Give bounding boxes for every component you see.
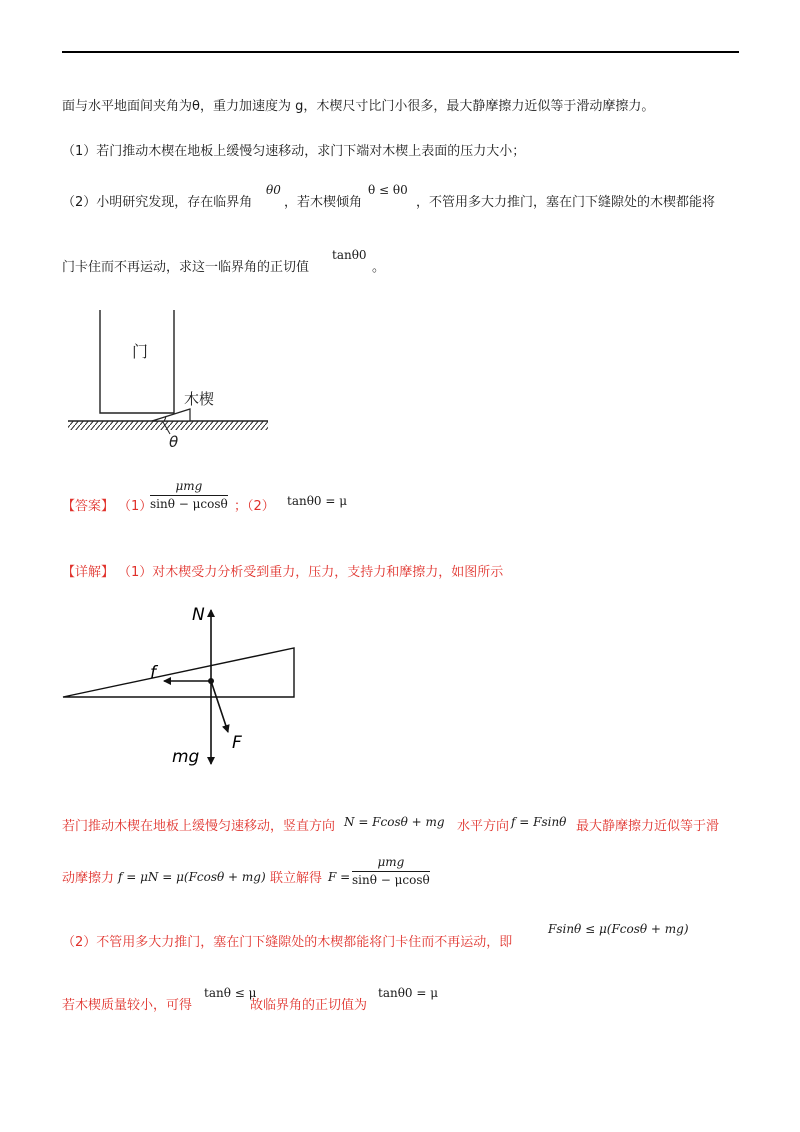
push-force-label: F <box>232 733 242 753</box>
door-outline <box>100 310 174 413</box>
self-lock-inequality: Fsinθ ≤ μ(Fcosθ + mg) <box>548 922 689 936</box>
force-origin-point <box>208 678 214 684</box>
tan-critical-angle: tanθ0 <box>332 248 367 262</box>
force-diagram <box>60 598 310 773</box>
answer-part-1-label: （1） <box>118 499 153 514</box>
answer-fraction <box>150 479 228 512</box>
answer-tag: 【答案】 <box>62 499 115 514</box>
wedge-label: 木楔 <box>184 390 215 408</box>
answer-separator: ；（2） <box>234 499 275 514</box>
solution-result-fraction <box>352 855 430 888</box>
answer-fraction-denominator: sinθ − μcosθ <box>150 497 228 511</box>
question-part-2-text-c: ，不管用多大力推门，塞在门下缝隙处的木楔都能将 <box>416 195 716 210</box>
vertical-balance-equation: N = Fcosθ + mg <box>344 815 445 829</box>
solution-result-lhs: F = <box>328 870 351 884</box>
fraction-bar <box>352 871 430 872</box>
detail-tag: 【详解】 <box>62 565 115 580</box>
final-result: tanθ0 = μ <box>378 986 439 1000</box>
detail-intro: （1）对木楔受力分析受到重力，压力，支持力和摩擦力，如图所示 <box>118 565 504 580</box>
question-part-2-text-a: （2）小明研究发现，存在临界角 <box>62 195 253 210</box>
fraction-bar <box>150 495 228 496</box>
solution-text-4b: 故临界角的正切值为 <box>250 998 368 1013</box>
wedge-triangle <box>63 648 294 697</box>
solution-fraction-numerator: μmg <box>377 855 405 869</box>
question-part-2-text-d: 门卡住而不再运动，求这一临界角的正切值 <box>62 260 310 275</box>
header-rule <box>62 51 739 53</box>
question-line-1: 面与水平地面间夹角为θ，重力加速度为 g，木楔尺寸比门小很多，最大静摩擦力近似等于滑动摩擦力。 <box>62 99 655 114</box>
friction-equation: f = μN = μ(Fcosθ + mg) <box>118 870 266 884</box>
solution-text-2a: 动摩擦力 <box>62 871 115 886</box>
angle-condition: θ ≤ θ0 <box>368 183 408 197</box>
angle-label: θ <box>169 433 179 451</box>
door-wedge-figure <box>60 305 275 455</box>
normal-force-label: N <box>192 605 205 625</box>
answer-fraction-numerator: μmg <box>175 479 203 493</box>
question-part-1: （1）若门推动木楔在地板上缓慢匀速移动，求门下端对木楔上表面的压力大小； <box>62 144 526 159</box>
ground-hatch <box>68 421 268 430</box>
gravity-label: mg <box>172 747 200 767</box>
solution-fraction-denominator: sinθ − μcosθ <box>352 873 430 887</box>
solution-text-4a: 若木楔质量较小，可得 <box>62 998 193 1013</box>
door-label: 门 <box>132 342 149 361</box>
solution-text-1b: 水平方向 <box>457 819 510 834</box>
horizontal-balance-equation: f = Fsinθ <box>511 815 567 829</box>
friction-label: f <box>150 663 156 683</box>
solution-text-3a: （2）不管用多大力推门，塞在门下缝隙处的木楔都能将门卡住而不再运动，即 <box>62 935 513 950</box>
question-part-2-text-b: ，若木楔倾角 <box>284 195 363 210</box>
solution-text-1c: 最大静摩擦力近似等于滑 <box>576 819 720 834</box>
solution-text-2b: 联立解得 <box>270 871 323 886</box>
wedge-shape <box>152 409 190 421</box>
answer-part-2: tanθ0 = μ <box>287 494 348 508</box>
solution-text-1a: 若门推动木楔在地板上缓慢匀速移动，竖直方向 <box>62 819 336 834</box>
question-end-mark: 。 <box>372 260 386 275</box>
critical-angle-symbol: θ0 <box>266 183 281 197</box>
tan-inequality: tanθ ≤ μ <box>204 986 257 1000</box>
